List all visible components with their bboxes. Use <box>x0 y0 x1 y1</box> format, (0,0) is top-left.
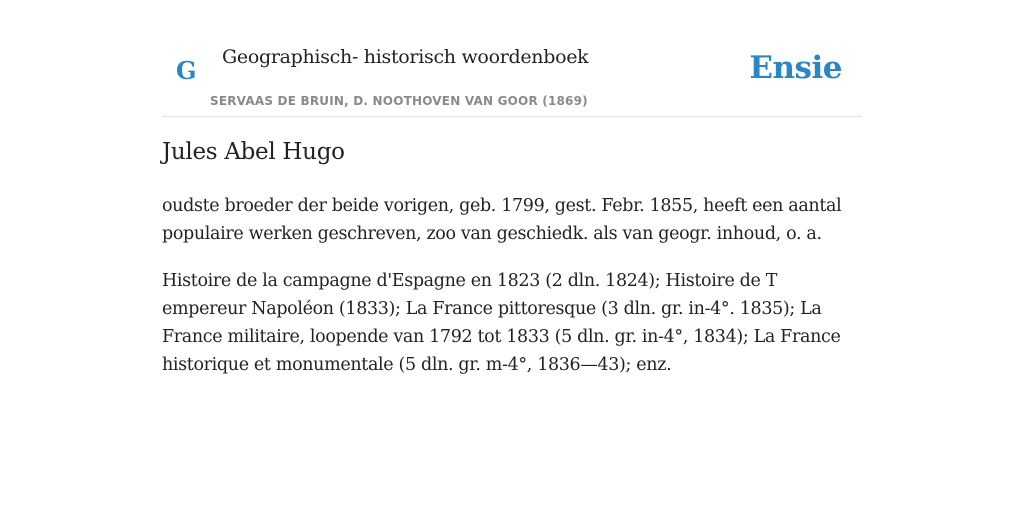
entry-title: Jules Abel Hugo <box>162 139 345 165</box>
entry-body <box>162 192 864 398</box>
book-letter-icon[interactable]: G <box>176 56 197 85</box>
book-author: SERVAAS DE BRUIN, D. NOOTHOVEN VAN GOOR (1869) <box>210 94 588 108</box>
book-header <box>162 0 862 117</box>
ensie-logo[interactable]: Ensie <box>749 50 842 86</box>
entry-paragraph: oudste broeder der beide vorigen, geb. 1799, gest. Febr. 1855, heeft een aantal populaire werken geschreven, zoo van geschiedk. als van geogr. inhoud, o. a. <box>162 196 842 244</box>
book-title-link[interactable]: Geographisch- historisch woordenboek <box>222 46 589 68</box>
entry-paragraph: Histoire de la campagne d'Espagne en 1823 (2 dln. 1824); Histoire de T empereur Napoléon (1833); La France pittoresque (3 dln. gr. in-4°. 1835); La France militaire, loopende van 1792 tot 1833 (5 dln. gr. in-4°, 1834); La France historique et monumentale (5 dln. gr. m-4°, 1836—43); enz. <box>162 271 841 375</box>
article-page <box>162 0 862 512</box>
